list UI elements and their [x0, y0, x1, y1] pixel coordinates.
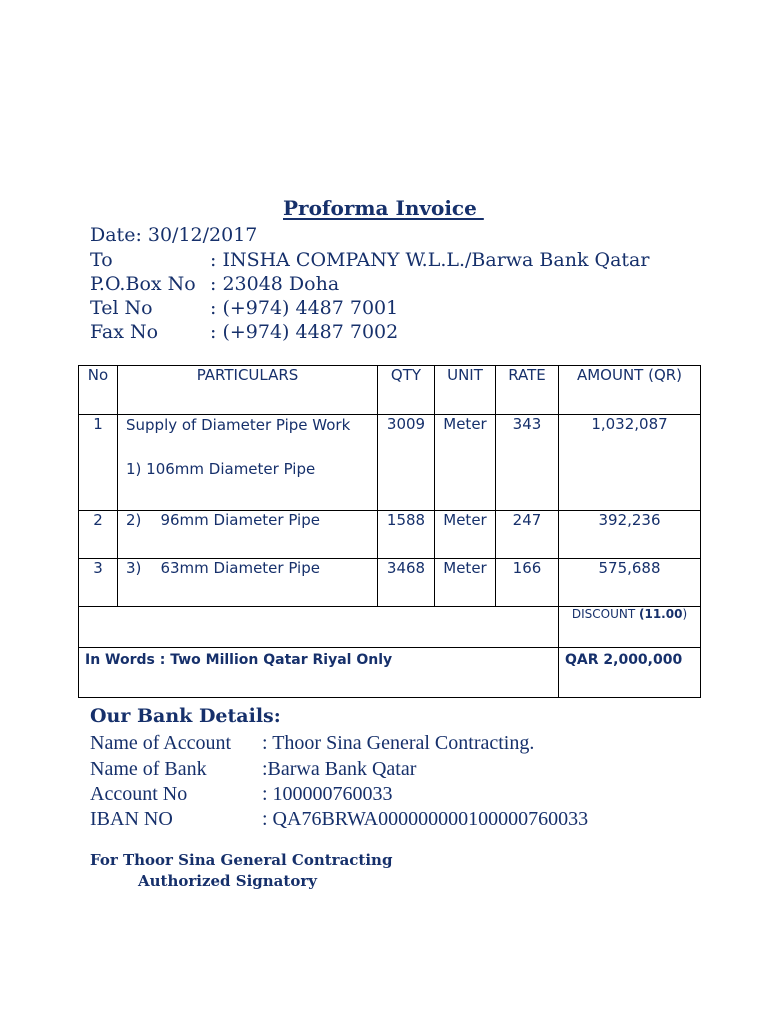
total-amount: QAR 2,000,000 — [559, 648, 701, 698]
row-amount: 1,032,087 — [559, 415, 701, 511]
row-particulars: 2) 96mm Diameter Pipe — [118, 511, 378, 559]
discount-label: DISCOUNT — [571, 607, 639, 621]
discount-spacer — [79, 607, 559, 648]
tel-row — [90, 297, 710, 321]
discount-row — [79, 607, 701, 648]
account-no-label: Account No — [90, 783, 188, 805]
iban-value: : QA76BRWA000000000100000760033 — [262, 808, 589, 830]
discount-cell — [559, 607, 701, 648]
signature-company: For Thoor Sina General Contracting — [90, 851, 393, 869]
row-unit: Meter — [435, 559, 496, 607]
pobox-label: P.O.Box No — [90, 273, 196, 295]
table-row — [79, 559, 701, 607]
account-no-value: : 100000760033 — [262, 783, 393, 805]
fax-value: : (+974) 4487 7002 — [210, 321, 399, 343]
pobox-row — [90, 273, 710, 297]
bank-name-label: Name of Bank — [90, 758, 207, 780]
account-no-row — [90, 783, 710, 807]
row-rate: 343 — [496, 415, 559, 511]
invoice-title: Proforma Invoice — [283, 196, 484, 220]
row-qty: 3009 — [378, 415, 435, 511]
tel-value: : (+974) 4487 7001 — [210, 297, 399, 319]
row-item: 1) 106mm Diameter Pipe — [126, 460, 316, 478]
iban-row — [90, 808, 710, 832]
account-name-value: : Thoor Sina General Contracting. — [262, 732, 535, 754]
row-amount: 392,236 — [559, 511, 701, 559]
total-row — [79, 648, 701, 698]
row-particulars — [118, 415, 378, 511]
header-qty: QTY — [378, 366, 435, 415]
table-header-row — [79, 366, 701, 415]
group-title: Supply of Diameter Pipe Work — [126, 416, 351, 434]
row-rate: 247 — [496, 511, 559, 559]
header-amount: AMOUNT (QR) — [559, 366, 701, 415]
header-rate: RATE — [496, 366, 559, 415]
iban-label: IBAN NO — [90, 808, 173, 830]
row-unit: Meter — [435, 511, 496, 559]
row-no: 2 — [79, 511, 118, 559]
row-rate: 166 — [496, 559, 559, 607]
row-no: 3 — [79, 559, 118, 607]
row-amount: 575,688 — [559, 559, 701, 607]
discount-value: (11.00 — [638, 607, 683, 621]
row-qty: 3468 — [378, 559, 435, 607]
tel-label: Tel No — [90, 297, 153, 319]
to-row — [90, 249, 710, 273]
items-table — [78, 365, 701, 698]
bank-name-row — [90, 758, 710, 782]
header-no: No — [79, 366, 118, 415]
bank-name-value: :Barwa Bank Qatar — [262, 758, 417, 780]
row-particulars: 3) 63mm Diameter Pipe — [118, 559, 378, 607]
bank-details-title: Our Bank Details: — [90, 705, 281, 727]
to-label: To — [90, 249, 113, 271]
row-unit: Meter — [435, 415, 496, 511]
header-unit: UNIT — [435, 366, 496, 415]
to-value: : INSHA COMPANY W.L.L./Barwa Bank Qatar — [210, 249, 650, 271]
fax-label: Fax No — [90, 321, 159, 343]
discount-close: ) — [682, 607, 688, 621]
row-qty: 1588 — [378, 511, 435, 559]
invoice-date: Date: 30/12/2017 — [90, 224, 258, 246]
account-name-row — [90, 732, 710, 756]
pobox-value: : 23048 Doha — [210, 273, 340, 295]
fax-row — [90, 321, 710, 345]
amount-in-words: In Words : Two Million Qatar Riyal Only — [79, 648, 559, 698]
signature-role: Authorized Signatory — [138, 872, 317, 890]
table-row — [79, 511, 701, 559]
row-no: 1 — [79, 415, 118, 511]
table-row — [79, 415, 701, 511]
header-particulars: PARTICULARS — [118, 366, 378, 415]
account-name-label: Name of Account — [90, 732, 232, 754]
